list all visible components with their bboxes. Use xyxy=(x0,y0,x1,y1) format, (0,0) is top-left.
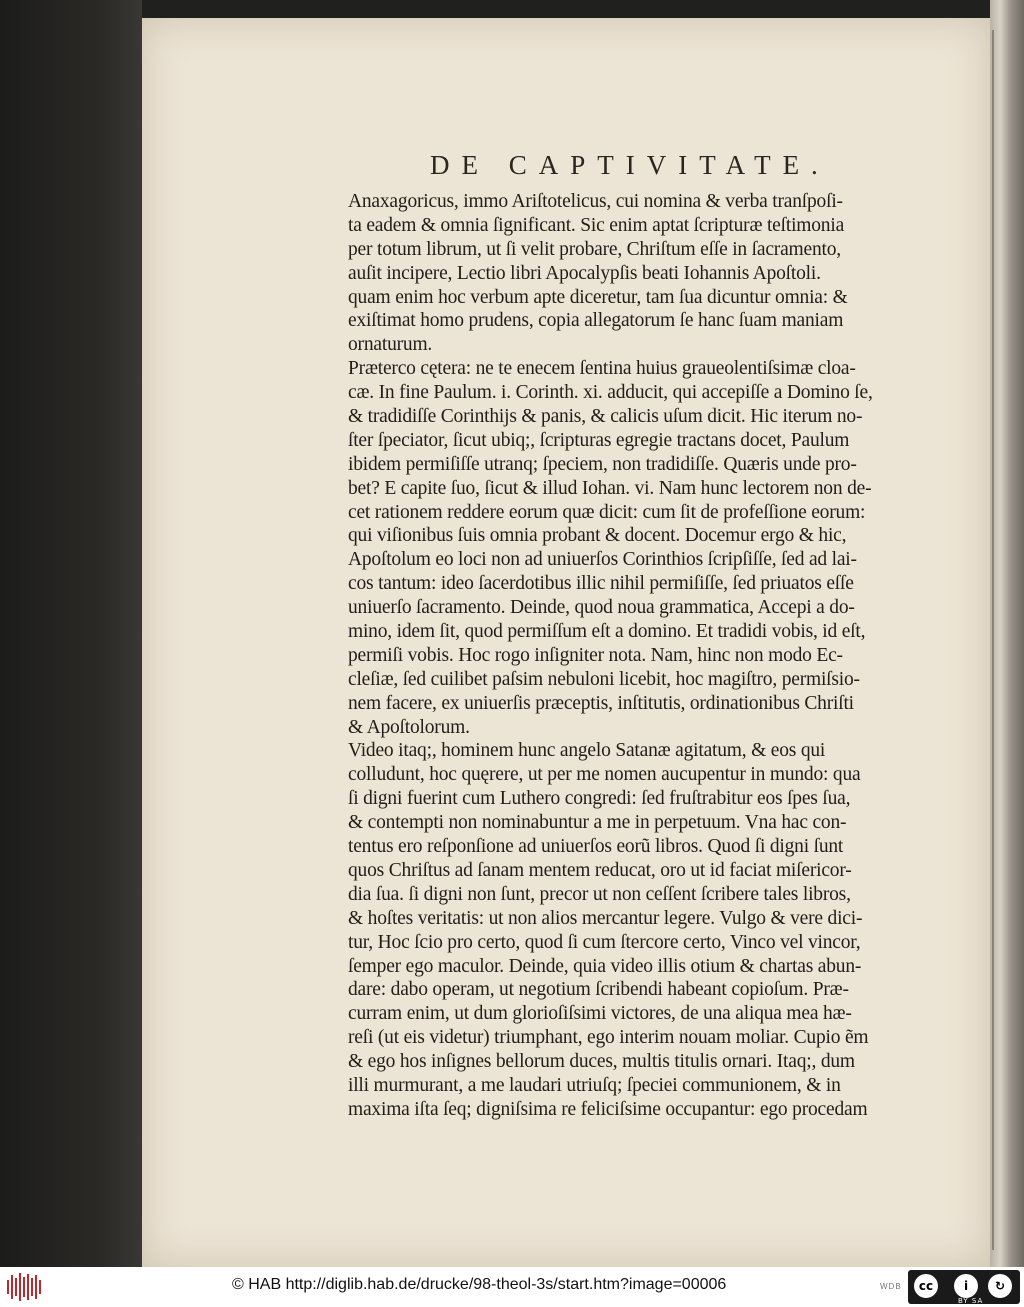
cc-icon: cc xyxy=(914,1274,938,1298)
text-line: ornaturum. xyxy=(348,334,433,356)
running-head: DE CAPTIVITATE. xyxy=(430,150,830,180)
text-line: cæ. In fine Paulum. i. Corinth. xi. adducit, qui accepiſſe a Domino ſe, xyxy=(348,382,873,404)
license-caption: BY SA xyxy=(958,1297,984,1305)
text-line: per totum librum, ut ſi velit probare, Chriſtum eſſe in ſacramento, xyxy=(348,238,841,260)
text-line: colludunt, hoc quęrere, ut per me nomen aucupentur in mundo: qua xyxy=(348,764,861,786)
text-line: ibidem permiſiſſe utranq; ſpeciem, non tradidiſſe. Quæris unde pro- xyxy=(348,453,857,475)
text-line: Præterco cętera: ne te enecem ſentina huius graueolentiſsimæ cloa- xyxy=(348,358,856,380)
gutter-line xyxy=(992,30,994,1250)
text-line: ſemper ego maculor. Deinde, quia video illis otium & chartas abun- xyxy=(348,955,862,977)
text-line: tentus ero reſponſione ad uniuerſos eorũ libros. Quod ſi digni ſunt xyxy=(348,836,844,858)
text-line: ſi digni fuerint cum Luthero congredi: ſed fruſtrabitur eos ſpes ſua, xyxy=(348,788,851,810)
text-line: & contempti non nominabuntur a me in perpetuum. Vna hac con- xyxy=(348,812,847,834)
text-line: quam enim hoc verbum apte diceretur, tam ſua dicuntur omnia: & xyxy=(348,286,848,308)
text-line: uniuerſo ſacramento. Deinde, quod noua grammatica, Accepi a do- xyxy=(348,597,855,619)
text-line: Anaxagoricus, immo Ariſtotelicus, cui nomina & verba tranſpoſi- xyxy=(348,191,843,212)
text-line: nem facere, ex uniuerſis præceptis, inſtitutis, ordinationibus Chriſti xyxy=(348,692,854,714)
text-line: & ego hos inſignes bellorum duces, multis titulis ornari. Itaq;, dum xyxy=(348,1051,855,1073)
text-line: illi murmurant, a me laudari utriuſq; ſpeciei communionem, & in xyxy=(348,1074,841,1096)
footer-bar xyxy=(0,1267,1024,1307)
text-line: cet rationem reddere eorum quæ dicit: cum ſit de profeſſione eorum: xyxy=(348,501,866,523)
text-line: Apoſtolum eo loci non ad uniuerſos Corinthios ſcripſiſſe, ſed ad lai- xyxy=(348,549,857,571)
text-line: & hoſtes veritatis: ut non alios mercantur legere. Vulgo & vere dici- xyxy=(348,907,863,929)
text-line: bet? E capite ſuo, ſicut & illud Iohan. vi. Nam hunc lectorem non de- xyxy=(348,477,872,499)
text-line: reſi (ut eis videtur) triumphant, ego interim nouam moliar. Cupio ẽm xyxy=(348,1027,869,1049)
text-line: & tradidiſſe Corinthijs & panis, & calicis uſum dicit. Hic iterum no- xyxy=(348,406,863,428)
text-line: qui viſionibus ſuis omnia probant & docent. Docemur ergo & hic, xyxy=(348,525,847,547)
text-line: cos tantum: ideo ſacerdotibus illic nihil permiſiſſe, ſed priuatos eſſe xyxy=(348,573,854,595)
text-line: auſit incipere, Lectio libri Apocalypſis beati Iohannis Apoſtoli. xyxy=(348,262,821,284)
text-line: ta eadem & omnia ſignificant. Sic enim aptat ſcripturæ teſtimonia xyxy=(348,214,845,236)
footer-code: WDB xyxy=(880,1282,902,1291)
page-edge xyxy=(990,0,1024,1267)
share-alike-icon: ↻ xyxy=(988,1274,1012,1298)
text-line: dia ſua. ſi digni non ſunt, precor ut non ceſſent ſcribere tales libros, xyxy=(348,883,851,905)
hab-logo-icon xyxy=(6,1272,46,1302)
cc-license-badge[interactable] xyxy=(908,1270,1020,1304)
text-line: cleſiæ, ſed cuilibet paſsim nebuloni licebit, hoc magiſtro, permiſsio- xyxy=(348,668,860,690)
text-line: Video itaq;, hominem hunc angelo Satanæ agitatum, & eos qui xyxy=(348,740,826,762)
text-line: maxima iſta ſeq; digniſsima re feliciſsime occupantur: ego procedam xyxy=(348,1098,868,1120)
text-line: & Apoſtolorum. xyxy=(348,716,470,738)
text-line: permiſi vobis. Hoc rogo inſigniter nota. Nam, hinc non modo Ec- xyxy=(348,644,843,666)
text-line: quos Chriſtus ad ſanam mentem reducat, oro ut id faciat miſericor- xyxy=(348,859,852,881)
attribution-icon: i xyxy=(954,1274,978,1298)
text-line: mino, idem ſit, quod permiſſum eſt a domino. Et tradidi vobis, id eſt, xyxy=(348,621,866,643)
text-line: curram enim, ut dum glorioſiſsimi victores, de una aliqua mea hæ- xyxy=(348,1003,852,1025)
text-line: tur, Hoc ſcio pro certo, quod ſi cum ſtercore certo, Vinco vel vincor, xyxy=(348,931,861,953)
scan-background-left xyxy=(0,0,142,1267)
text-block xyxy=(348,190,948,1122)
text-line: ſter ſpeciator, ſicut ubiq;, ſcripturas egregie tractans docet, Paulum xyxy=(348,429,850,451)
citation-link[interactable]: © HAB http://diglib.hab.de/drucke/98-theol-3s/start.htm?image=00006 xyxy=(232,1276,727,1293)
text-line: exiſtimat homo prudens, copia allegatorum ſe hanc ſuam maniam xyxy=(348,310,844,332)
text-line: dare: dabo operam, ut negotium ſcribendi habeant copioſum. Præ- xyxy=(348,979,849,1001)
